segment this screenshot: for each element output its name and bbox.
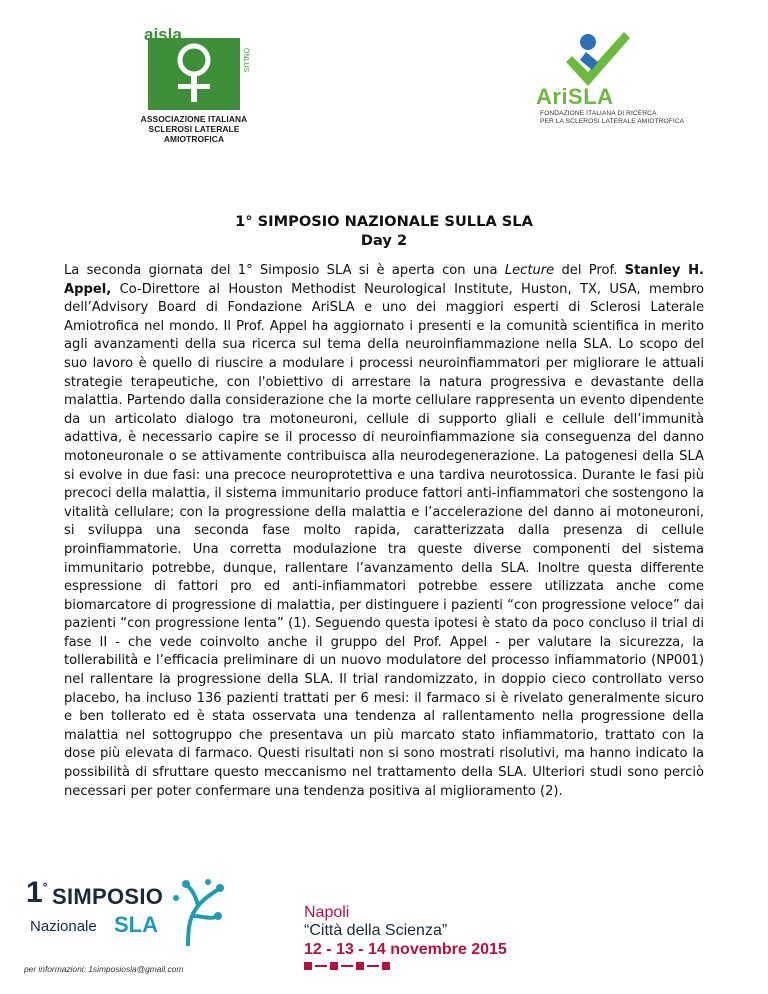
aisla-logo (134, 26, 252, 142)
contact-email: per informazioni: 1simposiosla@gmail.com (24, 964, 184, 974)
body-text-1: La seconda giornata del 1° Simposio SLA si è aperta con una (64, 263, 505, 278)
onlus-label: ONLUS (242, 48, 249, 73)
aisla-logo-wordmark: aisla (144, 26, 182, 44)
arisla-logo-caption (540, 110, 710, 126)
body-paragraph (64, 262, 704, 801)
aisla-logo-mark (134, 26, 252, 110)
simposio-logo-sla: SLA (114, 912, 158, 937)
aisla-logo-caption (122, 114, 266, 144)
speaker-name: Stanley H. Appel, (64, 263, 704, 297)
event-venue: “Città della Scienza” (304, 922, 448, 939)
simposio-logo-nazionale: Nazionale (30, 918, 97, 935)
decorative-squares (304, 962, 564, 970)
title-line1: 1° SIMPOSIO NAZIONALE SULLA SLA (235, 213, 533, 230)
arisla-logo (528, 26, 698, 126)
aisla-caption-line2: SCLEROSI LATERALE AMIOTROFICA (148, 124, 240, 144)
simposio-logo-word: SIMPOSIO (52, 884, 164, 909)
tree-icon (168, 876, 228, 946)
document-title (0, 212, 768, 250)
event-city: Napoli (304, 904, 350, 921)
aisla-caption-line1: ASSOCIAZIONE ITALIANA (140, 114, 248, 124)
arisla-logo-mark (558, 26, 638, 90)
body-text-2: del Prof. (554, 263, 625, 278)
title-line2: Day 2 (360, 232, 408, 249)
body-text-3: Co-Direttore al Houston Methodist Neurological Institute, Huston, TX, USA, membro dell’Advisory Board di Fondazione AriSLA e uno dei maggiori esperti di Sclerosi Laterale Amiotrofica nel mondo. Il Prof. Appel ha aggiornato i presenti e la comunità scientifica in merito agli avanzamenti della sua ricerca sul tema della neuroinfiammazione nella SLA. Lo scopo del suo lavoro è quello di riuscire a modulare i processi neuroinfiammatori per migliorare le attuali strategie terapeutiche, con l'obiettivo di arrestare la natura progressiva e devastante della malattia. Partendo dalla considerazione che la morte cellulare rappresenta un evento dipendente da un articolato dialogo tra motoneuroni, cellule di supporto gliali e cellule dell’immunità adattiva, è necessario capire se il processo di neuroinfiammazione sia conseguenza del danno motoneuronale o se attivamente contribuisca alla neurodegenerazione. La patogenesi della SLA si evolve in due fasi: una precoce neuroprotettiva e una tardiva neurotossica. Durante le fasi più precoci della malattia, il sistema immunitario produce fattori anti-infiammatori che sostengono la vitalità cellulare; con la progressione della malattia e l’accelerazione del danno ai motoneuroni, si sviluppa una seconda fase molto rapida, caratterizzata dalla presenza di cellule proinfiammatorie. Una corretta modulazione tra queste diverse componenti del sistema immunitario potrebbe, dunque, rallentare l’avanzamento della SLA. Inoltre questa differente espressione di fattori pro ed anti-infiammatori potrebbe essere utilizzata anche come biomarcatore di progressione di malattia, per distinguere i pazienti “con progressione veloce” dai pazienti “con progressione lenta” (1). Seguendo questa ipotesi è stato da poco concluso il trial di fase II - che vede coinvolto anche il gruppo del Prof. Appel - per valutare la sicurezza, la tollerabilità e l’efficacia preliminare di un nuovo modulatore del processo infiammatorio (NP001) nel rallentare la progressione della SLA. Il trial randomizzato, in doppio cieco controllato verso placebo, ha incluso 136 pazienti trattati per 6 mesi: il farmaco si è rivelato generalmente sicuro e ben tollerato ed è stata osservata una tendenza al rallentamento nella progressione della malattia nel sottogruppo che presentava un più marcato stato infiammatorio, trattato con la dose più elevata di farmaco. Questi risultati non si sono mostrati risolutivi, ma hanno indicato la possibilità di sfruttare questo meccanismo nel trattamento della SLA. Ulteriori studi sono perciò necessari per poter confermare una tendenza positiva al miglioramento (2). (64, 281, 704, 799)
simposio-logo (24, 876, 212, 968)
event-info (304, 904, 564, 970)
arisla-wordmark: AriSLA (536, 84, 614, 109)
arisla-caption-line2: PER LA SCLEROSI LATERALE AMIOTROFICA (540, 118, 685, 125)
simposio-logo-number: 1° (26, 876, 48, 909)
arisla-caption-line1: FONDAZIONE ITALIANA DI RICERCA (540, 110, 657, 117)
lecture-term: Lecture (504, 263, 555, 278)
event-dates: 12 - 13 - 14 novembre 2015 (304, 941, 507, 958)
